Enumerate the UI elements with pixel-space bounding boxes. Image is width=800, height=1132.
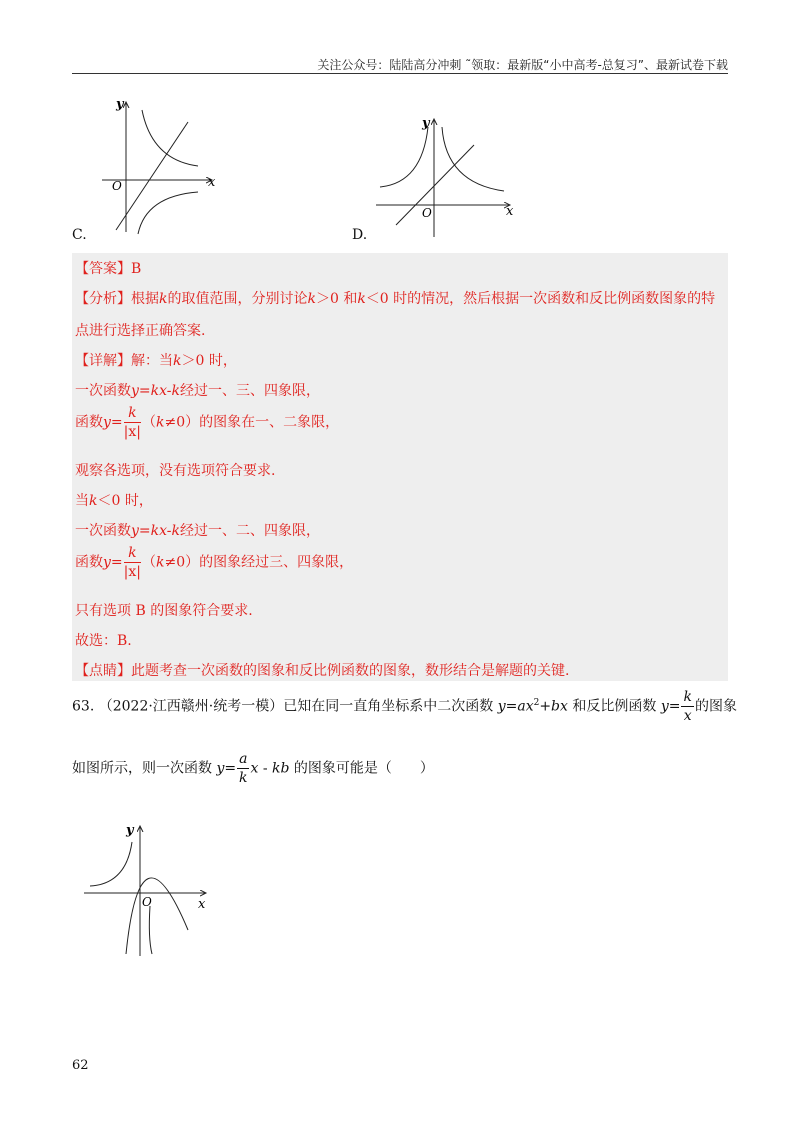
equals: =: [110, 554, 123, 571]
fraction: [237, 752, 249, 785]
analysis-line-1: [75, 288, 715, 308]
superscript: 2: [533, 697, 540, 708]
text: ≠0）的图象经过三、四象限，: [164, 554, 354, 571]
text: 的取值范围，分别讨论: [167, 291, 308, 307]
answer-value: B: [131, 261, 142, 277]
equals: =: [224, 760, 237, 777]
parabola: [126, 878, 188, 954]
hyperbola-branch: [90, 842, 132, 886]
var-k: k: [307, 291, 316, 307]
var-y: y: [103, 414, 111, 431]
detail-tag: 【详解】: [75, 353, 131, 369]
question-line-2: [72, 752, 434, 785]
answer-tag: 【答案】: [75, 261, 131, 277]
question-source: （2022·江西赣州·统考一模）: [98, 698, 284, 715]
text: 和反比例函数: [572, 698, 657, 715]
text: 函数: [75, 554, 103, 571]
x-axis-label: x: [208, 175, 216, 190]
text: 当: [75, 493, 89, 509]
text: 经过一、三、四象限，: [180, 383, 320, 399]
detail-line-8: 只有选项 B 的图象符合要求.: [75, 603, 253, 619]
hyperbola-branch: [380, 127, 428, 187]
option-d-label: D.: [352, 227, 368, 243]
denominator: k: [239, 770, 248, 786]
var-k: k: [156, 414, 165, 431]
text: （: [142, 414, 156, 431]
hyperbola-branch: [138, 192, 198, 234]
question-number: 63.: [72, 698, 95, 715]
text: ＞0 和: [315, 291, 358, 307]
detail-line-6: [75, 520, 320, 540]
text: （: [142, 554, 156, 571]
y-axis-label: y: [126, 823, 134, 838]
var-k: k: [156, 554, 165, 571]
y-axis-label: y: [422, 116, 430, 131]
text: 解：当: [131, 353, 173, 369]
var-k: k: [159, 291, 168, 307]
var-kb: kb: [272, 760, 290, 777]
origin-label: O: [142, 895, 152, 909]
text: 一次函数: [75, 383, 131, 399]
numerator: k: [683, 689, 692, 705]
hyperbola-branch: [142, 110, 198, 166]
fraction: [124, 546, 141, 579]
text: ≠0）的图象在一、二象限，: [164, 414, 340, 431]
point-line: [75, 660, 569, 680]
option-c-label: C.: [72, 227, 87, 243]
x-axis-label: x: [506, 204, 514, 219]
formula: y=kx-k: [131, 383, 180, 399]
header-divider: [72, 73, 728, 74]
origin-label: O: [422, 206, 432, 220]
detail-line-7: [75, 546, 353, 579]
point-tag: 【点睛】: [75, 663, 131, 679]
text: ＞0 时，: [181, 353, 237, 369]
var-y: y: [216, 760, 225, 777]
fraction: [124, 406, 141, 439]
numerator: k: [124, 406, 141, 423]
option-c-graph: [90, 92, 230, 237]
text: 如图所示，则一次函数: [72, 760, 212, 777]
var-y: y: [103, 554, 111, 571]
formula: +bx: [539, 698, 568, 715]
origin-label: O: [112, 179, 122, 193]
text: 经过一、二、四象限，: [180, 523, 320, 539]
detail-line-2: [75, 380, 320, 400]
option-d-graph: [370, 113, 520, 241]
page-number: 62: [72, 1058, 89, 1073]
fraction: [681, 690, 693, 723]
text: 根据: [131, 291, 159, 307]
text: 的图象: [694, 698, 737, 715]
formula: y=ax: [497, 698, 534, 715]
y-axis-label: y: [116, 97, 124, 112]
linear-function-line: [396, 145, 474, 225]
question-line-1: [72, 690, 737, 723]
hyperbola-branch: [442, 127, 504, 191]
numerator: a: [239, 751, 248, 767]
x-axis-label: x: [198, 897, 206, 912]
minus: -: [258, 760, 273, 777]
analysis-tag: 【分析】: [75, 291, 131, 307]
question-graph: [80, 820, 220, 960]
detail-line-1: [75, 350, 237, 370]
detail-line-4: 观察各选项，没有选项符合要求.: [75, 463, 276, 479]
var-y: y: [660, 698, 669, 715]
answer-line: [75, 258, 141, 278]
text: ＜0 时的情况，然后根据一次函数和反比例函数图象的特: [365, 291, 716, 307]
numerator: k: [124, 546, 141, 563]
equals: =: [668, 698, 681, 715]
hyperbola-branch: [149, 906, 152, 954]
var-k: k: [357, 291, 366, 307]
text: 此题考查一次函数的图象和反比例函数的图象，数形结合是解题的关键.: [131, 663, 570, 679]
denominator: |x|: [123, 564, 141, 580]
denominator: x: [683, 708, 692, 724]
var-k: k: [173, 353, 182, 369]
text: 已知在同一直角坐标系中二次函数: [283, 698, 494, 715]
equals: =: [110, 414, 123, 431]
text: ＜0 时，: [97, 493, 153, 509]
detail-line-9: 故选：B.: [75, 633, 132, 649]
var-x: x: [250, 760, 259, 777]
page-header: 关注公众号：陆陆高分冲刺 ˜领取：最新版“小中高考-总复习”、最新试卷下载: [317, 58, 728, 72]
denominator: |x|: [123, 424, 141, 440]
formula: y=kx-k: [131, 523, 180, 539]
text: 一次函数: [75, 523, 131, 539]
detail-line-3: [75, 406, 339, 439]
detail-line-5: [75, 490, 153, 510]
text: 函数: [75, 414, 103, 431]
text: 的图象可能是（ ）: [293, 760, 434, 777]
analysis-line-2: 点进行选择正确答案.: [75, 323, 206, 339]
var-k: k: [89, 493, 98, 509]
